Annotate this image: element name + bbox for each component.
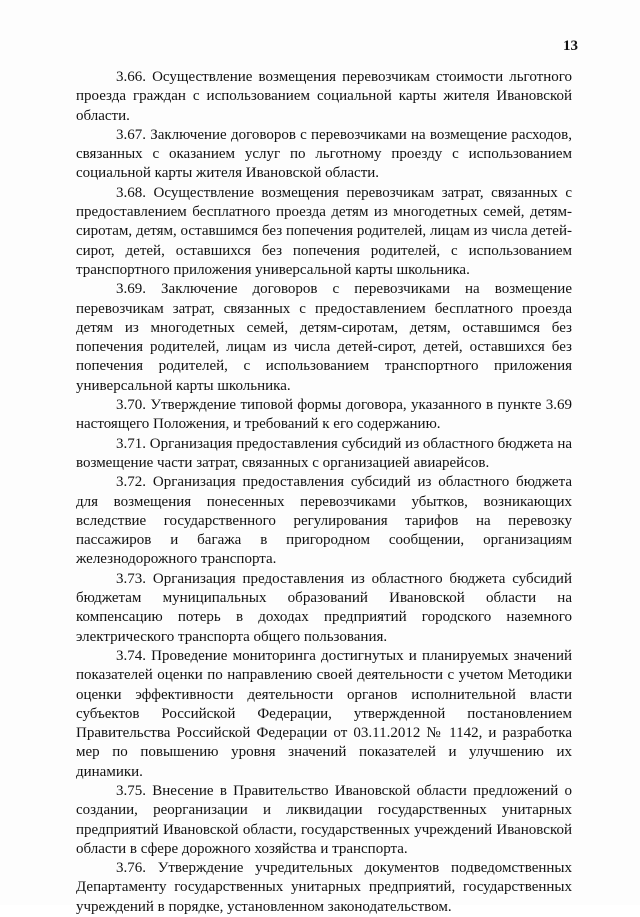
paragraph-3-74: 3.74. Проведение мониторинга достигнутых и планируемых значений показателей оценки по направлению своей деятельности с учетом Методики оценки эффективности деятельности органов исполнительной власти субъектов Российской Федерации, утвержденной постановлением Правительства Российской Федерации от 03.11.2012 № 1142, и разработка мер по повышению уровня значений показателей и улучшению их динамики. xyxy=(76,647,572,780)
paragraph-3-76: 3.76. Утверждение учредительных документов подведомственных Департаменту государственных унитарных предприятий, государственных учреждений в порядке, установленном законодательством. xyxy=(76,860,572,915)
page-number: 13 xyxy=(563,38,578,54)
paragraph-3-69: 3.69. Заключение договоров с перевозчиками на возмещение перевозчикам затрат, связанных с предоставлением бесплатного проезда детям из многодетных семей, детям-сиротам, детям, оставшимся без попечения родителей, лицам из числа детей-сирот, детей, оставшихся без попечения родителей, с использованием транспортного приложения универсальной карты школьника. xyxy=(76,281,572,394)
paragraph-3-66: 3.66. Осуществление возмещения перевозчикам стоимости льготного проезда граждан с использованием социальной карты жителя Ивановской области. xyxy=(76,69,572,124)
paragraph-3-70: 3.70. Утверждение типовой формы договора, указанного в пункте 3.69 настоящего Положения, и требований к его содержанию. xyxy=(76,397,572,433)
paragraph-3-68: 3.68. Осуществление возмещения перевозчикам затрат, связанных с предоставлением бесплатного проезда детям из многодетных семей, детям-сиротам, детям, оставшимся без попечения родителей, лицам из числа детей-сирот, детей, оставшихся без попечения родителей, с использованием транспортного приложения универсальной карты школьника. xyxy=(76,184,572,278)
document-body xyxy=(76,68,572,917)
paragraph-3-75: 3.75. Внесение в Правительство Ивановской области предложений о создании, реорганизации и ликвидации государственных унитарных предприятий Ивановской области, государственных учреждений Ивановской области в сфере дорожного хозяйства и транспорта. xyxy=(76,782,572,857)
paragraph-3-72: 3.72. Организация предоставления субсидий из областного бюджета для возмещения понесенных перевозчиками убытков, возникающих вследствие государственного регулирования тарифов на перевозку пассажиров и багажа в пригородном сообщении, организациям железнодорожного транспорта. xyxy=(76,474,572,568)
paragraph-3-71: 3.71. Организация предоставления субсидий из областного бюджета на возмещение части затрат, связанных с организацией авиарейсов. xyxy=(76,435,572,471)
paragraph-3-67: 3.67. Заключение договоров с перевозчиками на возмещение расходов, связанных с оказанием услуг по льготному проезду с использованием социальной карты жителя Ивановской области. xyxy=(76,126,572,182)
paragraph-3-73: 3.73. Организация предоставления из областного бюджета субсидий бюджетам муниципальных образований Ивановской области на компенсацию потерь в доходах предприятий городского наземного электрического транспорта общего пользования. xyxy=(76,570,572,645)
